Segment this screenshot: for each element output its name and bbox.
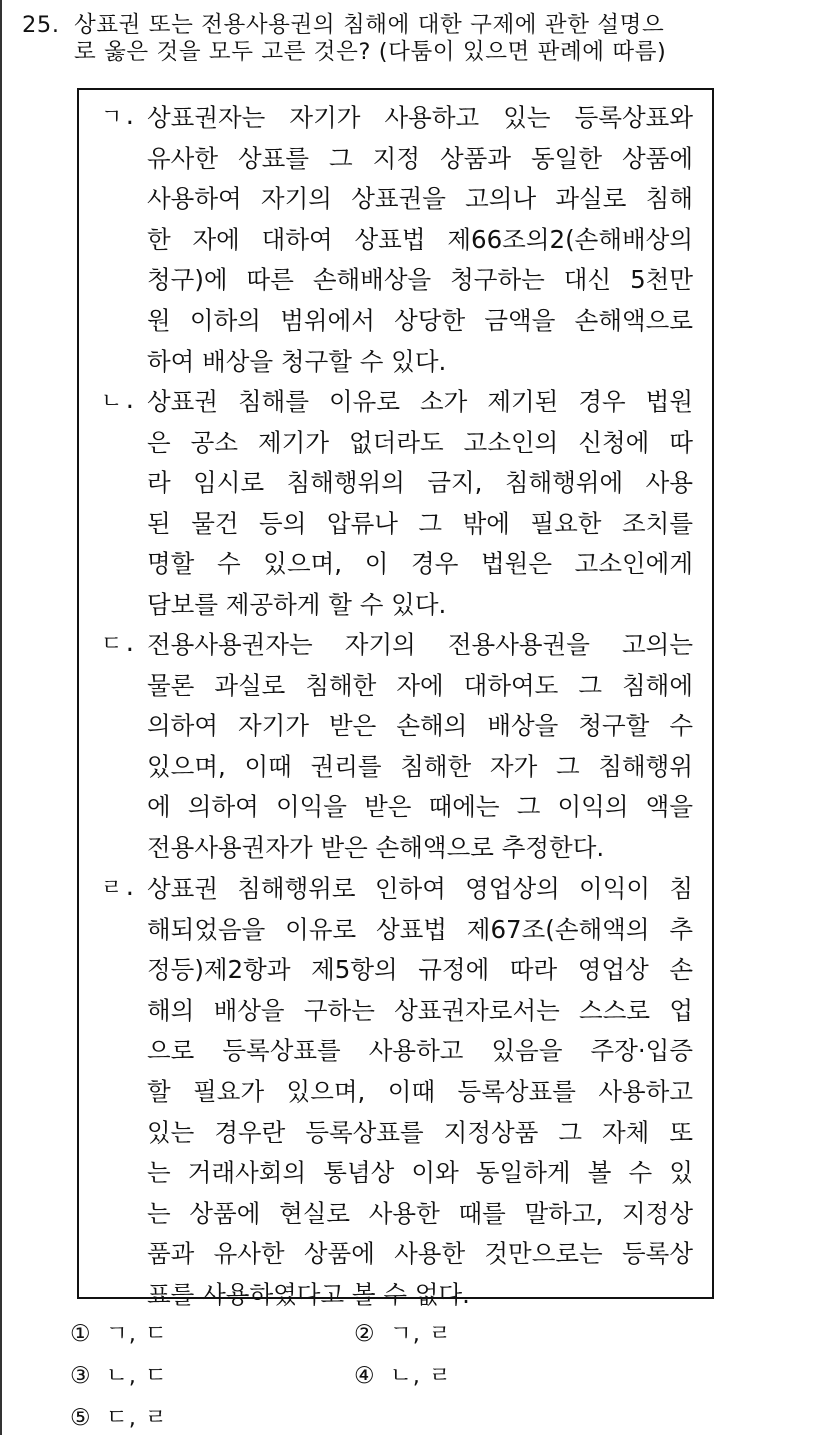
statement-line: 사용하여 자기의 상표권을 고의나 과실로 침해	[147, 184, 693, 214]
statement-line: 표를 사용하였다고 볼 수 없다.	[147, 1279, 470, 1309]
statement-line: 에 의하여 이익을 받은 때에는 그 이익의 액을	[147, 792, 693, 822]
statement-marker: ㄷ.	[101, 632, 138, 657]
choice-number: ⑤	[70, 1405, 92, 1431]
question-line-1	[22, 12, 812, 39]
statement-line: 물론 과실로 침해한 자에 대하여도 그 침해에	[147, 670, 693, 700]
question-line-2	[22, 39, 812, 66]
statement-line: 상표권자는 자기가 사용하고 있는 등록상표와	[147, 103, 693, 132]
question-text-1: 상표권 또는 전용사용권의 침해에 대한 구제에 관한 설명으	[74, 12, 665, 38]
statement-line: 상표권 침해를 이유로 소가 제기된 경우 법원	[147, 387, 693, 416]
statement-text	[147, 98, 693, 382]
choice-4[interactable]	[354, 1358, 452, 1394]
choice-text: ㄱ, ㄷ	[106, 1321, 168, 1347]
statement-line: 할 필요가 있으며, 이때 등록상표를 사용하고	[147, 1076, 693, 1106]
choice-number: ③	[70, 1363, 92, 1389]
choice-text: ㄴ, ㄷ	[106, 1363, 168, 1389]
question-number: 25.	[22, 12, 60, 38]
statement-text	[147, 625, 693, 869]
statement-marker: ㄴ.	[101, 389, 138, 414]
statement-line: 된 물건 등의 압류나 그 밖에 필요한 조치를	[147, 508, 693, 538]
statement-line: 담보를 제공하게 할 수 있다.	[147, 589, 447, 619]
choice-text: ㄱ, ㄹ	[390, 1321, 452, 1347]
question-stem	[22, 12, 812, 66]
statement-line: 원 이하의 범위에서 상당한 금액을 손해액으로	[147, 305, 693, 335]
statement-line: 의하여 자기가 받은 손해의 배상을 청구할 수	[147, 711, 693, 741]
statement-line: 상표권 침해행위로 인하여 영업상의 이익이 침	[147, 874, 693, 903]
statement-line: 명할 수 있으며, 이 경우 법원은 고소인에게	[147, 549, 693, 579]
statement-line: 있으며, 이때 권리를 침해한 자가 그 침해행위	[147, 751, 693, 781]
statement-text	[147, 382, 693, 626]
statement-box	[77, 88, 714, 1309]
statement-line: 정등)제2항과 제5항의 규정에 따라 영업상 손	[147, 955, 693, 985]
statement-line: 해의 배상을 구하는 상표권자로서는 스스로 업	[147, 995, 693, 1025]
statement-line: 는 거래사회의 통념상 이와 동일하게 볼 수 있	[147, 1158, 693, 1188]
choice-5[interactable]	[70, 1400, 168, 1436]
statement-line: 하여 배상을 청구할 수 있다.	[147, 346, 447, 376]
question-text-2: 로 옳은 것을 모두 고른 것은? (다툼이 있으면 판례에 따름)	[74, 39, 667, 65]
statement-marker: ㄱ.	[101, 105, 138, 130]
statement-line: 라 임시로 침해행위의 금지, 침해행위에 사용	[147, 468, 693, 498]
choice-3[interactable]	[70, 1358, 168, 1394]
choice-text: ㄷ, ㄹ	[106, 1405, 168, 1431]
choice-number: ①	[70, 1321, 92, 1347]
statement-line: 전용사용권자가 받은 손해액으로 추정한다.	[147, 832, 605, 862]
statement-line: 전용사용권자는 자기의 전용사용권을 고의는	[147, 630, 693, 659]
statement-line: 해되었음을 이유로 상표법 제67조(손해액의 추	[147, 914, 693, 944]
statement-line: 품과 유사한 상품에 사용한 것만으로는 등록상	[147, 1239, 693, 1269]
statement-line: 청구)에 따른 손해배상을 청구하는 대신 5천만	[147, 265, 693, 295]
choice-number: ④	[354, 1363, 376, 1389]
statement-line: 한 자에 대하여 상표법 제66조의2(손해배상의	[147, 224, 693, 254]
statement-line: 유사한 상표를 그 지정 상품과 동일한 상품에	[147, 143, 693, 173]
statement-line: 는 상품에 현실로 사용한 때를 말하고, 지정상	[147, 1198, 693, 1228]
statement-text	[147, 869, 693, 1316]
statement-line: 으로 등록상표를 사용하고 있음을 주장·입증	[147, 1036, 693, 1066]
left-margin-rule	[0, 0, 2, 1435]
choice-text: ㄴ, ㄹ	[390, 1363, 452, 1389]
choice-2[interactable]	[354, 1316, 452, 1352]
statement-marker: ㄹ.	[101, 876, 138, 901]
choice-number: ②	[354, 1321, 376, 1347]
statement-line: 있는 경우란 등록상표를 지정상품 그 자체 또	[147, 1117, 693, 1147]
choice-1[interactable]	[70, 1316, 168, 1352]
statement-line: 은 공소 제기가 없더라도 고소인의 신청에 따	[147, 427, 693, 457]
